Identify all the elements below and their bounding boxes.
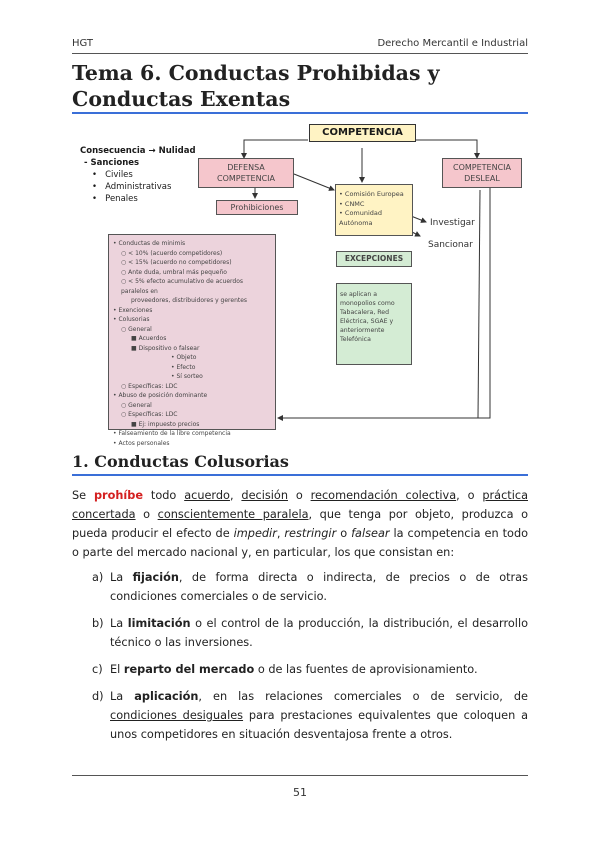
- item-text: [110, 614, 528, 652]
- page-number: 51: [293, 786, 307, 799]
- item-label: b): [92, 617, 104, 630]
- desleal-line2: DESLEAL: [464, 174, 500, 183]
- excepciones-line: se aplican a: [340, 291, 378, 298]
- item-post: o el control de la producción, la distribución, el desarrollo técnico o las inversiones.: [110, 617, 528, 649]
- intro-practica: práctica concertada: [72, 489, 528, 521]
- investigar-label: Investigar: [430, 218, 475, 228]
- sanciones-text: Sanciones: [90, 158, 140, 168]
- list-item: ○ < 10% (acuerdo competidores): [121, 249, 223, 257]
- defensa-box: [198, 158, 294, 188]
- item-text: [110, 568, 528, 606]
- list-text: < 15% (acuerdo no competidores): [128, 259, 232, 266]
- list-text: Ante duda, umbral más pequeño: [128, 268, 227, 276]
- list-item: ○ < 5% efecto acumulativo de acuerdos paralelos en: [121, 278, 244, 295]
- intro-decision: decisión: [241, 489, 288, 502]
- list-item: • Objeto: [171, 354, 197, 361]
- excepciones-line: anteriormente: [340, 327, 385, 334]
- organismo-item: • Comunidad Autónoma: [339, 209, 383, 227]
- list-item: • Conductas de minimis: [113, 240, 186, 247]
- sancion-item: • Penales: [92, 194, 138, 204]
- excepciones-line: Eléctrica, SGAE y: [340, 318, 394, 325]
- intro-impedir: impedir: [233, 527, 277, 540]
- section-underline: [72, 474, 528, 476]
- defensa-line1: DEFENSA: [227, 163, 265, 172]
- list-text: Sí sorteo: [176, 373, 203, 380]
- sancion-civiles: Civiles: [105, 170, 133, 180]
- intro-se: Se: [72, 489, 87, 502]
- sanciones-label: - Sanciones: [84, 158, 140, 168]
- list-item: ○ General: [121, 401, 152, 409]
- excepciones-line: Tabacalera, Red: [340, 309, 390, 316]
- organismo-cnmc: CNMC: [344, 199, 365, 208]
- sancion-item: • Civiles: [92, 170, 133, 180]
- list-text: Falseamiento de la libre competencia: [118, 430, 231, 437]
- header-divider: [72, 53, 528, 54]
- list-text: Ej: impuesto precios: [138, 420, 200, 428]
- intro-acuerdo: acuerdo: [184, 489, 230, 502]
- list-text: General: [128, 401, 152, 409]
- intro-conscientemente: conscientemente paralela: [157, 508, 309, 521]
- item-label: d): [92, 690, 104, 703]
- excepciones-line: Telefónica: [340, 336, 371, 343]
- header-right: Derecho Mercantil e Industrial: [377, 38, 528, 49]
- intro-restringir: restringir: [284, 527, 337, 540]
- list-text: Actos personales: [118, 439, 170, 447]
- item-post: para prestaciones equivalentes que coloquen a unos competidores en situación desventajosa frente a otros.: [110, 709, 528, 741]
- header-left: HGT: [72, 38, 94, 49]
- list-item: ■ Dispositivo o falsear: [131, 344, 200, 352]
- conductas-list-box: [108, 234, 276, 447]
- intro-comma2: , o: [456, 489, 475, 502]
- arrow-icon: →: [148, 146, 156, 156]
- list-item: • Efecto: [171, 363, 196, 371]
- page-header: [72, 36, 528, 52]
- intro-todo: todo: [150, 489, 177, 502]
- item-text: [110, 660, 528, 679]
- item-post: o de las fuentes de aprovisionamiento.: [257, 663, 478, 676]
- list-item: ■ Ej: impuesto precios: [131, 420, 200, 428]
- list-text: < 5% efecto acumulativo de acuerdos paralelos en: [121, 278, 244, 295]
- prohibiciones-box: Prohibiciones: [216, 200, 298, 215]
- connector-defensa-organismos: [294, 174, 334, 190]
- list-text: Conductas de minimis: [118, 240, 186, 247]
- list-item: • Falseamiento de la libre competencia: [113, 430, 231, 437]
- organismos-box: [335, 184, 413, 236]
- list-item: • Actos personales: [113, 439, 170, 447]
- list-item: ■ Acuerdos: [131, 335, 167, 342]
- list-text: Acuerdos: [138, 335, 167, 342]
- intro-o1: o: [295, 489, 303, 502]
- intro-prohibe: prohíbe: [93, 489, 144, 502]
- item-label: c): [92, 663, 103, 676]
- item-pre: La: [110, 571, 124, 584]
- list-item: • Sí sorteo: [171, 373, 203, 380]
- footer-divider: [72, 775, 528, 776]
- desleal-line1: COMPETENCIA: [452, 163, 511, 172]
- item-bold: limitación: [127, 617, 191, 630]
- list-item: ○ < 15% (acuerdo no competidores): [121, 259, 232, 266]
- consequence-label: Consecuencia: [80, 146, 146, 156]
- page-title: Tema 6. Conductas Prohibidas y Conductas Exentas: [72, 61, 440, 111]
- sancion-administrativas: Administrativas: [105, 182, 172, 192]
- intro-paragraph: [72, 486, 528, 562]
- list-text: < 10% (acuerdo competidores): [128, 249, 223, 257]
- list-text: Efecto: [176, 363, 196, 371]
- organismo-ce: Comisión Europea: [344, 190, 404, 198]
- list-item: [113, 296, 271, 306]
- item-pre: La: [110, 690, 124, 703]
- list-item: • Exenciones: [113, 306, 153, 314]
- list-text: Objeto: [176, 354, 197, 361]
- organismo-ca: Comunidad Autónoma: [339, 209, 383, 227]
- list-text: Específicas: LDC: [128, 382, 178, 390]
- list-text: Colusorias: [118, 316, 150, 323]
- excepciones-box: EXCEPCIONES: [336, 251, 412, 267]
- list-item: • Colusorias: [113, 316, 150, 323]
- list-item: ○ Específicas: LDC: [121, 382, 178, 390]
- section-heading: 1. Conductas Colusorias: [72, 452, 289, 471]
- list-item: ○ Ante duda, umbral más pequeño: [121, 268, 227, 276]
- list-text: Dispositivo o falsear: [138, 344, 200, 352]
- consequence-line: [80, 145, 196, 157]
- item-bold: fijación: [132, 571, 179, 584]
- intro-comma1: ,: [229, 489, 234, 502]
- list-text: proveedores, distribuidores y gerentes: [131, 297, 248, 304]
- list-item-b: [92, 614, 528, 652]
- concept-diagram: [72, 118, 528, 447]
- list-item-a: [92, 568, 528, 606]
- list-item-c: [92, 660, 528, 679]
- item-pre: La: [110, 617, 124, 630]
- item-text: [110, 687, 528, 744]
- title-underline: [72, 112, 528, 114]
- item-bold: aplicación: [134, 690, 199, 703]
- connector-defensa: [244, 140, 308, 158]
- item-pre: El: [110, 663, 121, 676]
- consequences-block: [80, 145, 196, 205]
- organismo-item: • Comisión Europea: [339, 190, 404, 198]
- desleal-box: [442, 158, 522, 188]
- sancionar-label: Sancionar: [428, 240, 473, 250]
- nulidad-label: Nulidad: [158, 146, 196, 156]
- list-text: Exenciones: [118, 306, 153, 314]
- sanciones-list: [80, 169, 196, 205]
- item-underlined: condiciones desiguales: [110, 709, 244, 722]
- defensa-line2: COMPETENCIA: [216, 174, 275, 183]
- intro-rest2: la competencia en todo o parte del mercado nacional y, en particular, los que consistan en:: [72, 527, 529, 559]
- excepciones-detail-box: [336, 283, 412, 365]
- item-label: a): [92, 571, 104, 584]
- sancion-penales: Penales: [105, 194, 138, 204]
- organismo-item: • CNMC: [339, 199, 365, 208]
- connector-desleal-falseamiento: [478, 190, 480, 418]
- intro-rest1: , que tenga por objeto, produzca o pueda producir el efecto de: [72, 508, 529, 540]
- intro-o2: o: [143, 508, 151, 521]
- intro-recomendacion: recomendación colectiva: [310, 489, 457, 502]
- item-bold: reparto del mercado: [123, 663, 255, 676]
- sancion-item: • Administrativas: [92, 182, 172, 192]
- intro-comma3: ,: [276, 527, 281, 540]
- intro-falsear: falsear: [351, 527, 390, 540]
- list-item: ○ Específicas: LDC: [121, 411, 178, 418]
- excepciones-line: monopolios como: [340, 300, 395, 307]
- connector-desleal: [416, 140, 477, 158]
- list-text: Abuso de posición dominante: [118, 392, 208, 399]
- list-item: ○ General: [121, 325, 152, 333]
- intro-o3: o: [340, 527, 348, 540]
- list-item-d: [92, 687, 528, 744]
- list-item: • Abuso de posición dominante: [113, 392, 208, 399]
- item-post: , de forma directa o indirecta, de precios o de otras condiciones comerciales o de servicio.: [110, 571, 528, 603]
- item-mid: , en las relaciones comerciales o de servicio, de: [198, 690, 528, 703]
- list-text: Específicas: LDC: [128, 411, 178, 418]
- competencia-box: COMPETENCIA: [309, 124, 416, 142]
- list-text: General: [128, 325, 152, 333]
